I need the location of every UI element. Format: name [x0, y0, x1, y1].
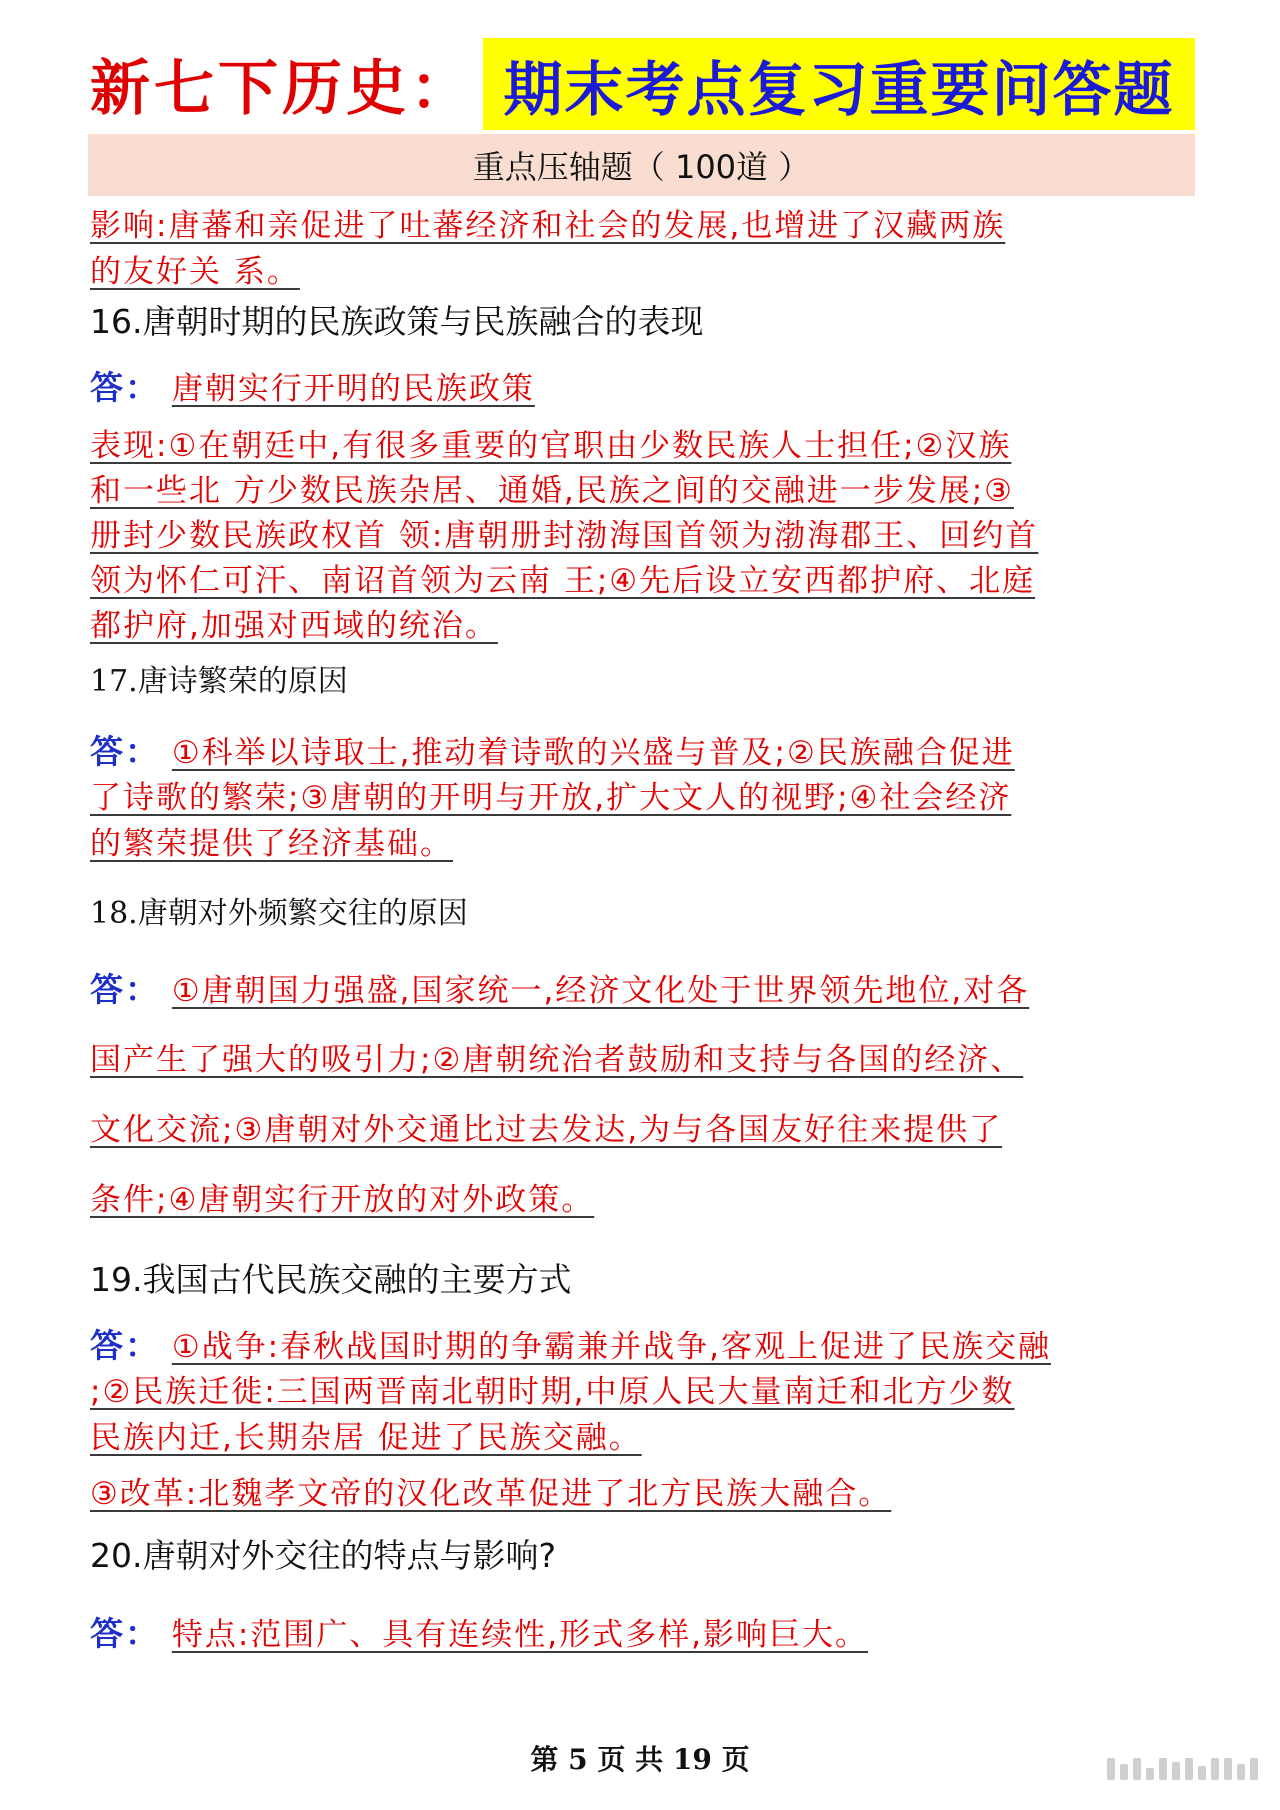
subtitle-text: 重点压轴题（ 100道 ）	[472, 148, 811, 186]
answer-line: 影响:唐蕃和亲促进了吐蕃经济和社会的发展,也增进了汉藏两族	[90, 208, 1006, 244]
answer-label: 答：	[90, 970, 160, 1009]
question-16: 16.唐朝时期的民族政策与民族融合的表现	[90, 302, 704, 341]
answer-18	[90, 964, 1210, 1244]
answer-line: 都护府,加强对西域的统治。	[90, 608, 498, 644]
subtitle-bar	[88, 134, 1195, 196]
answer-label: 答：	[90, 732, 160, 771]
question-19: 19.我国古代民族交融的主要方式	[90, 1260, 572, 1299]
answer-line: 的繁荣提供了经济基础。	[90, 826, 453, 862]
answer-line: 的友好关 系。	[90, 254, 300, 290]
watermark-bars-icon	[1107, 1758, 1258, 1780]
answer-line: 唐朝实行开明的民族政策	[171, 371, 535, 407]
question-17: 17.唐诗繁荣的原因	[90, 664, 348, 699]
answer-label: 答：	[90, 1326, 160, 1365]
answer-line: 国产生了强大的吸引力;②唐朝统治者鼓励和支持与各国的经济、	[90, 1042, 1024, 1078]
answer-line: 表现:①在朝廷中,有很多重要的官职由少数民族人士担任;②汉族	[90, 428, 1012, 464]
question-20: 20.唐朝对外交往的特点与影响?	[90, 1536, 556, 1575]
answer-line: 和一些北 方少数民族杂居、通婚,民族之间的交融进一步发展;③	[90, 473, 1014, 509]
answer-line: ①科举以诗取士,推动着诗歌的兴盛与普及;②民族融合促进	[171, 735, 1015, 771]
answer-line: ①唐朝国力强盛,国家统一,经济文化处于世界领先地位,对各	[171, 973, 1030, 1009]
page-title-prefix: 新七下历史：	[90, 54, 474, 124]
answer-line: ③改革:北魏孝文帝的汉化改革促进了北方民族大融合。	[90, 1476, 892, 1512]
answer-line: 册封少数民族政权首 领:唐朝册封渤海国首领为渤海郡王、回约首	[90, 518, 1039, 554]
q15-answer-tail	[90, 200, 1210, 292]
answer-label: 答：	[90, 368, 160, 407]
answer-19	[90, 1320, 1210, 1514]
answer-20	[90, 1608, 1210, 1655]
page-number: 第 5 页 共 19 页	[530, 1743, 750, 1776]
page-title-highlight-box	[483, 38, 1195, 130]
answer-line: 领为怀仁可汗、南诏首领为云南 王;④先后设立安西都护府、北庭	[90, 563, 1036, 599]
answer-line: ①战争:春秋战国时期的争霸兼并战争,客观上促进了民族交融	[171, 1329, 1051, 1365]
answer-line: 民族内迁,长期杂居 促进了民族交融。	[90, 1420, 642, 1456]
answer-line: ;②民族迁徙:三国两晋南北朝时期,中原人民大量南迁和北方少数	[90, 1374, 1015, 1410]
page-title-prefix-row	[90, 38, 474, 130]
answer-line: 特点:范围广、具有连续性,形式多样,影响巨大。	[171, 1617, 869, 1653]
answer-16-first-line	[90, 362, 1210, 409]
answer-line: 了诗歌的繁荣;③唐朝的开明与开放,扩大文人的视野;④社会经济	[90, 780, 1012, 816]
answer-line: 文化交流;③唐朝对外交通比过去发达,为与各国友好往来提供了	[90, 1112, 1003, 1148]
question-18: 18.唐朝对外频繁交往的原因	[90, 896, 468, 931]
answer-17	[90, 726, 1210, 864]
page-title-highlight: 期末考点复习重要问答题	[503, 54, 1175, 124]
answer-line: 条件;④唐朝实行开放的对外政策。	[90, 1182, 595, 1218]
answer-16-body	[90, 420, 1210, 645]
answer-label: 答：	[90, 1614, 160, 1653]
